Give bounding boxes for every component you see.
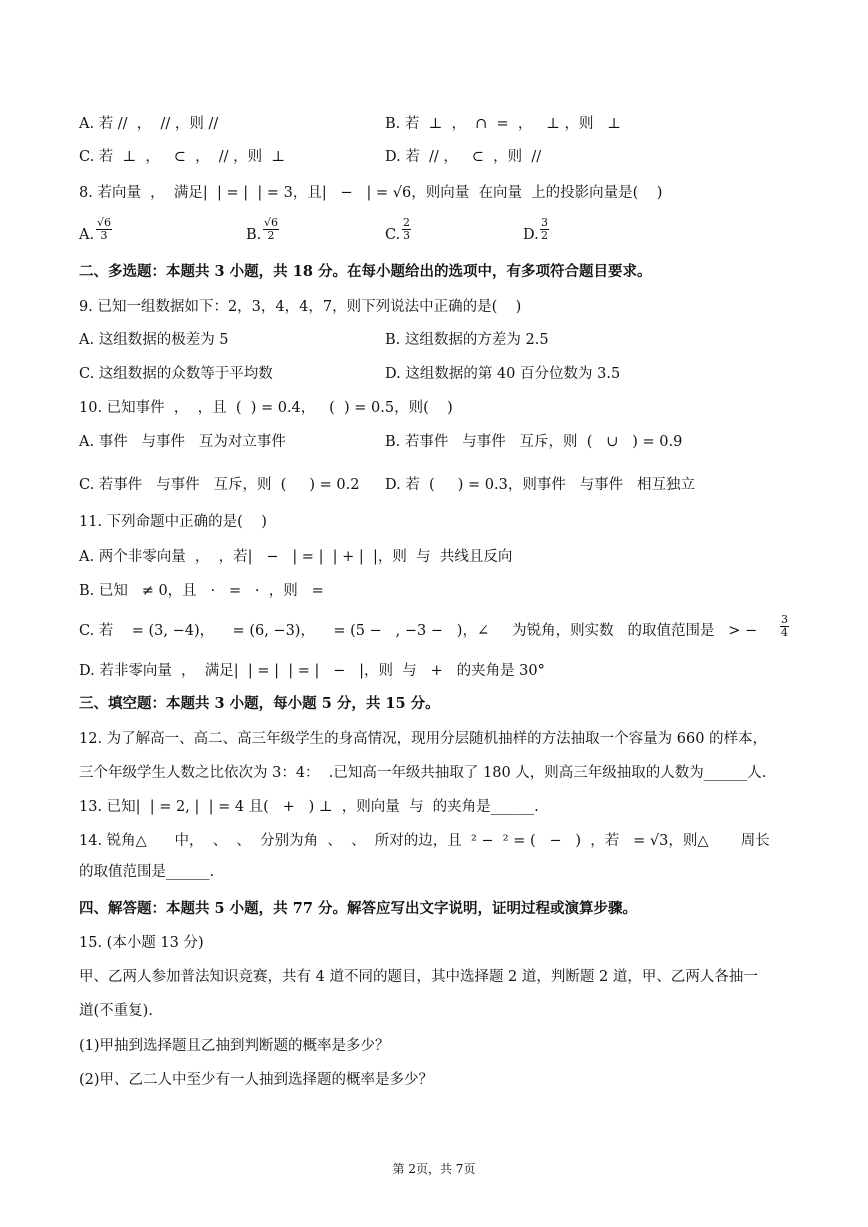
fraction-numerator: 3 bbox=[781, 613, 788, 626]
q8-option-b-fraction bbox=[263, 217, 279, 242]
section-4-heading: 四、解答题：本题共 5 小题，共 77 分。解答应写出文字说明，证明过程或演算步骤。 bbox=[79, 900, 637, 917]
question-11: 11. 下列命题中正确的是( ) bbox=[79, 514, 267, 530]
q7-option-a: A. 若 // ， // ，则 // bbox=[79, 116, 219, 132]
q8-option-d-label: D. bbox=[523, 227, 539, 243]
q9-option-b: B. 这组数据的方差为 2.5 bbox=[385, 332, 549, 348]
fraction-denominator: 4 bbox=[781, 626, 788, 639]
question-15-header: 15. (本小题 13 分) bbox=[79, 935, 204, 951]
fraction-numerator: 3 bbox=[541, 216, 548, 229]
question-12-line-2: 三个年级学生人数之比依次为 3：4： .已知高一年级共抽取了 180 人，则高三年级抽取的人数为______人. bbox=[79, 765, 767, 781]
question-10: 10. 已知事件 ， ，且 ( ) = 0.4， ( ) = 0.5，则( ) bbox=[79, 400, 453, 416]
q10-option-a: A. 事件 与事件 互为对立事件 bbox=[79, 434, 286, 450]
q10-option-d: D. 若 ( ) = 0.3，则事件 与事件 相互独立 bbox=[385, 477, 695, 493]
q8-option-d-fraction bbox=[540, 217, 549, 242]
fraction-denominator: 3 bbox=[403, 229, 410, 242]
q7-option-b: B. 若 ⊥ ， ∩ = ， ⊥ ，则 ⊥ bbox=[385, 116, 621, 132]
q7-option-c: C. 若 ⊥ ， ⊂ ， // ，则 ⊥ bbox=[79, 149, 286, 165]
q11-option-d: D. 若非零向量 ， 满足| | = | | = | − |，则 与 + 的夹角是 30° bbox=[79, 663, 545, 679]
q11-option-b: B. 已知 ≠ 0，且 · = · ，则 = bbox=[79, 583, 324, 599]
fraction-denominator: 3 bbox=[100, 229, 108, 242]
q11-option-c: C. 若 = (3, −4)， = (6, −3)， = (5 − , −3 − )，∠ 为锐角，则实数 的取值范围是 > − bbox=[79, 623, 758, 639]
section-2-heading: 二、多选题：本题共 3 小题，共 18 分。在每小题给出的选项中，有多项符合题目要求。 bbox=[79, 263, 652, 280]
q8-option-a-fraction bbox=[96, 217, 112, 242]
q10-option-c: C. 若事件 与事件 互斥，则 ( ) = 0.2 bbox=[79, 477, 360, 493]
question-14-line-1: 14. 锐角△ 中， 、 、 分别为角 、 、 所对的边，且 ² − ² = ( − ) ，若 = √3，则△ 周长 bbox=[79, 833, 770, 849]
question-15-part-2: (2)甲、乙二人中至少有一人抽到选择题的概率是多少？ bbox=[79, 1072, 434, 1088]
question-15-text-line-2: 道(不重复). bbox=[79, 1003, 153, 1019]
q8-option-c-fraction bbox=[402, 217, 411, 242]
question-9: 9. 已知一组数据如下：2，3，4，4，7，则下列说法中正确的是( ) bbox=[79, 299, 522, 315]
q11c-fraction bbox=[780, 614, 789, 639]
q9-option-c: C. 这组数据的众数等于平均数 bbox=[79, 366, 273, 382]
question-12-line-1: 12. 为了解高一、高二、高三年级学生的身高情况，现用分层随机抽样的方法抽取一个容量为 660 的样本， bbox=[79, 731, 768, 747]
section-3-heading: 三、填空题：本题共 3 小题，每小题 5 分，共 15 分。 bbox=[79, 695, 440, 712]
q8-option-a-label: A. bbox=[79, 227, 95, 243]
fraction-numerator: √6 bbox=[264, 216, 279, 229]
question-14-line-2: 的取值范围是______. bbox=[79, 864, 215, 880]
page-footer: 第 2页，共 7页 bbox=[392, 1162, 476, 1176]
question-8: 8. 若向量 ， 满足| | = | | = 3，且| − | = √6，则向量 在向量 上的投影向量是( ) bbox=[79, 185, 663, 201]
fraction-denominator: 2 bbox=[541, 229, 548, 242]
fraction-numerator: √6 bbox=[97, 216, 112, 229]
fraction-denominator: 2 bbox=[267, 229, 275, 242]
q9-option-d: D. 这组数据的第 40 百分位数为 3.5 bbox=[385, 366, 621, 382]
question-15-part-1: (1)甲抽到选择题且乙抽到判断题的概率是多少？ bbox=[79, 1038, 390, 1054]
q8-option-c-label: C. bbox=[385, 227, 401, 243]
q7-option-d: D. 若 // ， ⊂ ，则 // bbox=[385, 149, 542, 165]
question-13: 13. 已知| | = 2, | | = 4 且( + ) ⊥ ，则向量 与 的夹角是______. bbox=[79, 799, 539, 815]
question-15-text-line-1: 甲、乙两人参加普法知识竞赛，共有 4 道不同的题目，其中选择题 2 道，判断题 2 道，甲、乙两人各抽一 bbox=[79, 969, 758, 985]
q11-option-a: A. 两个非零向量 ， ，若| − | = | | + | |，则 与 共线且反向 bbox=[79, 549, 513, 565]
q9-option-a: A. 这组数据的极差为 5 bbox=[79, 332, 229, 348]
fraction-numerator: 2 bbox=[403, 216, 410, 229]
q10-option-b: B. 若事件 与事件 互斥，则 ( ∪ ) = 0.9 bbox=[385, 434, 683, 450]
q8-option-b-label: B. bbox=[246, 227, 262, 243]
